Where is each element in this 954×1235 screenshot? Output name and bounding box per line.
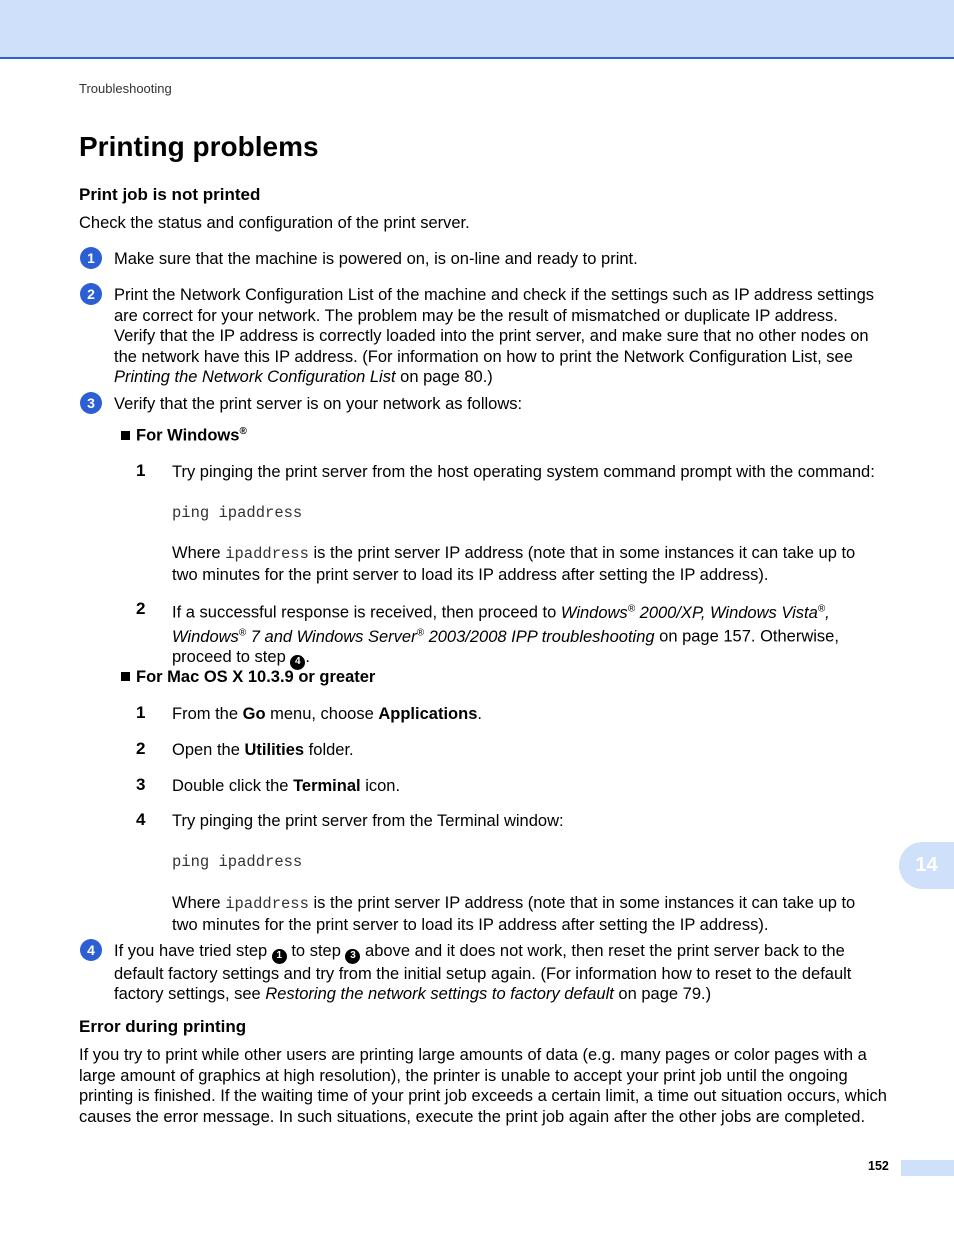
windows-step-2-num: 2 [136, 599, 146, 618]
section-error-body: If you try to print while other users are printing large amounts of data (e.g. many pages or color pages with a large amount of graphics at high resolution), the printer is unable to accept your print job until the ongoing printing is finished. If the waiting time of your print job exceeds a certain limit, a time out situation occurs, which causes the error message. In such situations, execute the print job again after the other jobs are completed. [79, 1046, 887, 1126]
mac-step-2-text: Open the Utilities folder. [172, 741, 354, 759]
step-1-text: Make sure that the machine is powered on, is on-line and ready to print. [114, 250, 638, 268]
mac-step-1-text: From the Go menu, choose Applications. [172, 705, 482, 723]
chapter-tab: 14 [899, 842, 954, 889]
mac-step-2-num: 2 [136, 739, 146, 758]
header-band [0, 0, 954, 59]
step-badge-1: 1 [80, 247, 102, 269]
link-restore-factory-default[interactable]: Restoring the network settings to factory default [265, 985, 614, 1004]
page-title: Printing problems [79, 131, 319, 162]
mac-where-text: Where ipaddress is the print server IP address (note that in some instances it can take up to two minutes for the print server to load its IP address after setting the IP address). [172, 894, 856, 934]
step-4-ref-icon: 4 [290, 655, 305, 670]
step-badge-4: 4 [80, 939, 102, 961]
step-badge-2: 2 [80, 283, 102, 305]
mac-step-1-num: 1 [136, 703, 146, 722]
step-badge-3: 3 [80, 392, 102, 414]
mac-step-4-text: Try pinging the print server from the Terminal window: [172, 812, 564, 830]
windows-step-1-text: Try pinging the print server from the host operating system command prompt with the command: [172, 463, 875, 481]
windows-heading: For Windows® [121, 426, 247, 446]
mac-heading: For Mac OS X 10.3.9 or greater [121, 668, 375, 687]
page-number-bar [901, 1160, 954, 1176]
square-bullet-icon [121, 672, 130, 681]
mac-step-3-text: Double click the Terminal icon. [172, 777, 401, 795]
step-3-text: Verify that the print server is on your network as follows: [114, 395, 523, 413]
windows-step-1-num: 1 [136, 461, 146, 480]
step-1-ref-icon: 1 [272, 949, 287, 964]
link-windows-ipp-cont[interactable]: Windows® 7 and Windows Server® 2003/2008 IPP troubleshooting [172, 627, 655, 646]
windows-step-2-text: If a successful response is received, then proceed to Windows® 2000/XP, Windows Vista®, Windows® 7 and Windows Server® 2003/2008 IPP troubleshooting on page 157. Otherwise, proceed to step 4 . [172, 599, 902, 670]
step-2-text: Print the Network Configuration List of the machine and check if the settings such as IP address settings are correct for your network. The problem may be the result of mismatched or duplicate IP address. Verify that the IP address is correctly loaded into the print server, and make sure that no other nodes on the network have this IP address. (For information on how to print the Network Configuration List, see Printing the Network Configuration List on page 80.) [114, 286, 875, 386]
square-bullet-icon [121, 431, 130, 440]
page-number: 152 [868, 1159, 889, 1173]
mac-code: ping ipaddress [172, 853, 303, 871]
step-4-text: If you have tried step 1 to step 3 above and it does not work, then reset the print server back to the default factory settings and try from the initial setup again. (For information how to reset to the default factory settings, see Restoring the network settings to factory default on page 79.) [114, 942, 852, 1004]
windows-code: ping ipaddress [172, 504, 303, 522]
mac-step-3-num: 3 [136, 775, 146, 794]
link-windows-ipp[interactable]: Windows® 2000/XP, Windows Vista®, [560, 603, 830, 622]
link-network-config-list[interactable]: Printing the Network Configuration List [114, 368, 396, 386]
section-heading-error: Error during printing [79, 1017, 247, 1036]
section-intro: Check the status and configuration of the print server. [79, 214, 470, 232]
breadcrumb: Troubleshooting [79, 81, 172, 96]
section-heading-print-job: Print job is not printed [79, 185, 261, 204]
windows-where-text: Where ipaddress is the print server IP address (note that in some instances it can take up to two minutes for the print server to load its IP address after setting the IP address). [172, 544, 856, 584]
step-3-ref-icon: 3 [345, 949, 360, 964]
mac-step-4-num: 4 [136, 810, 146, 829]
